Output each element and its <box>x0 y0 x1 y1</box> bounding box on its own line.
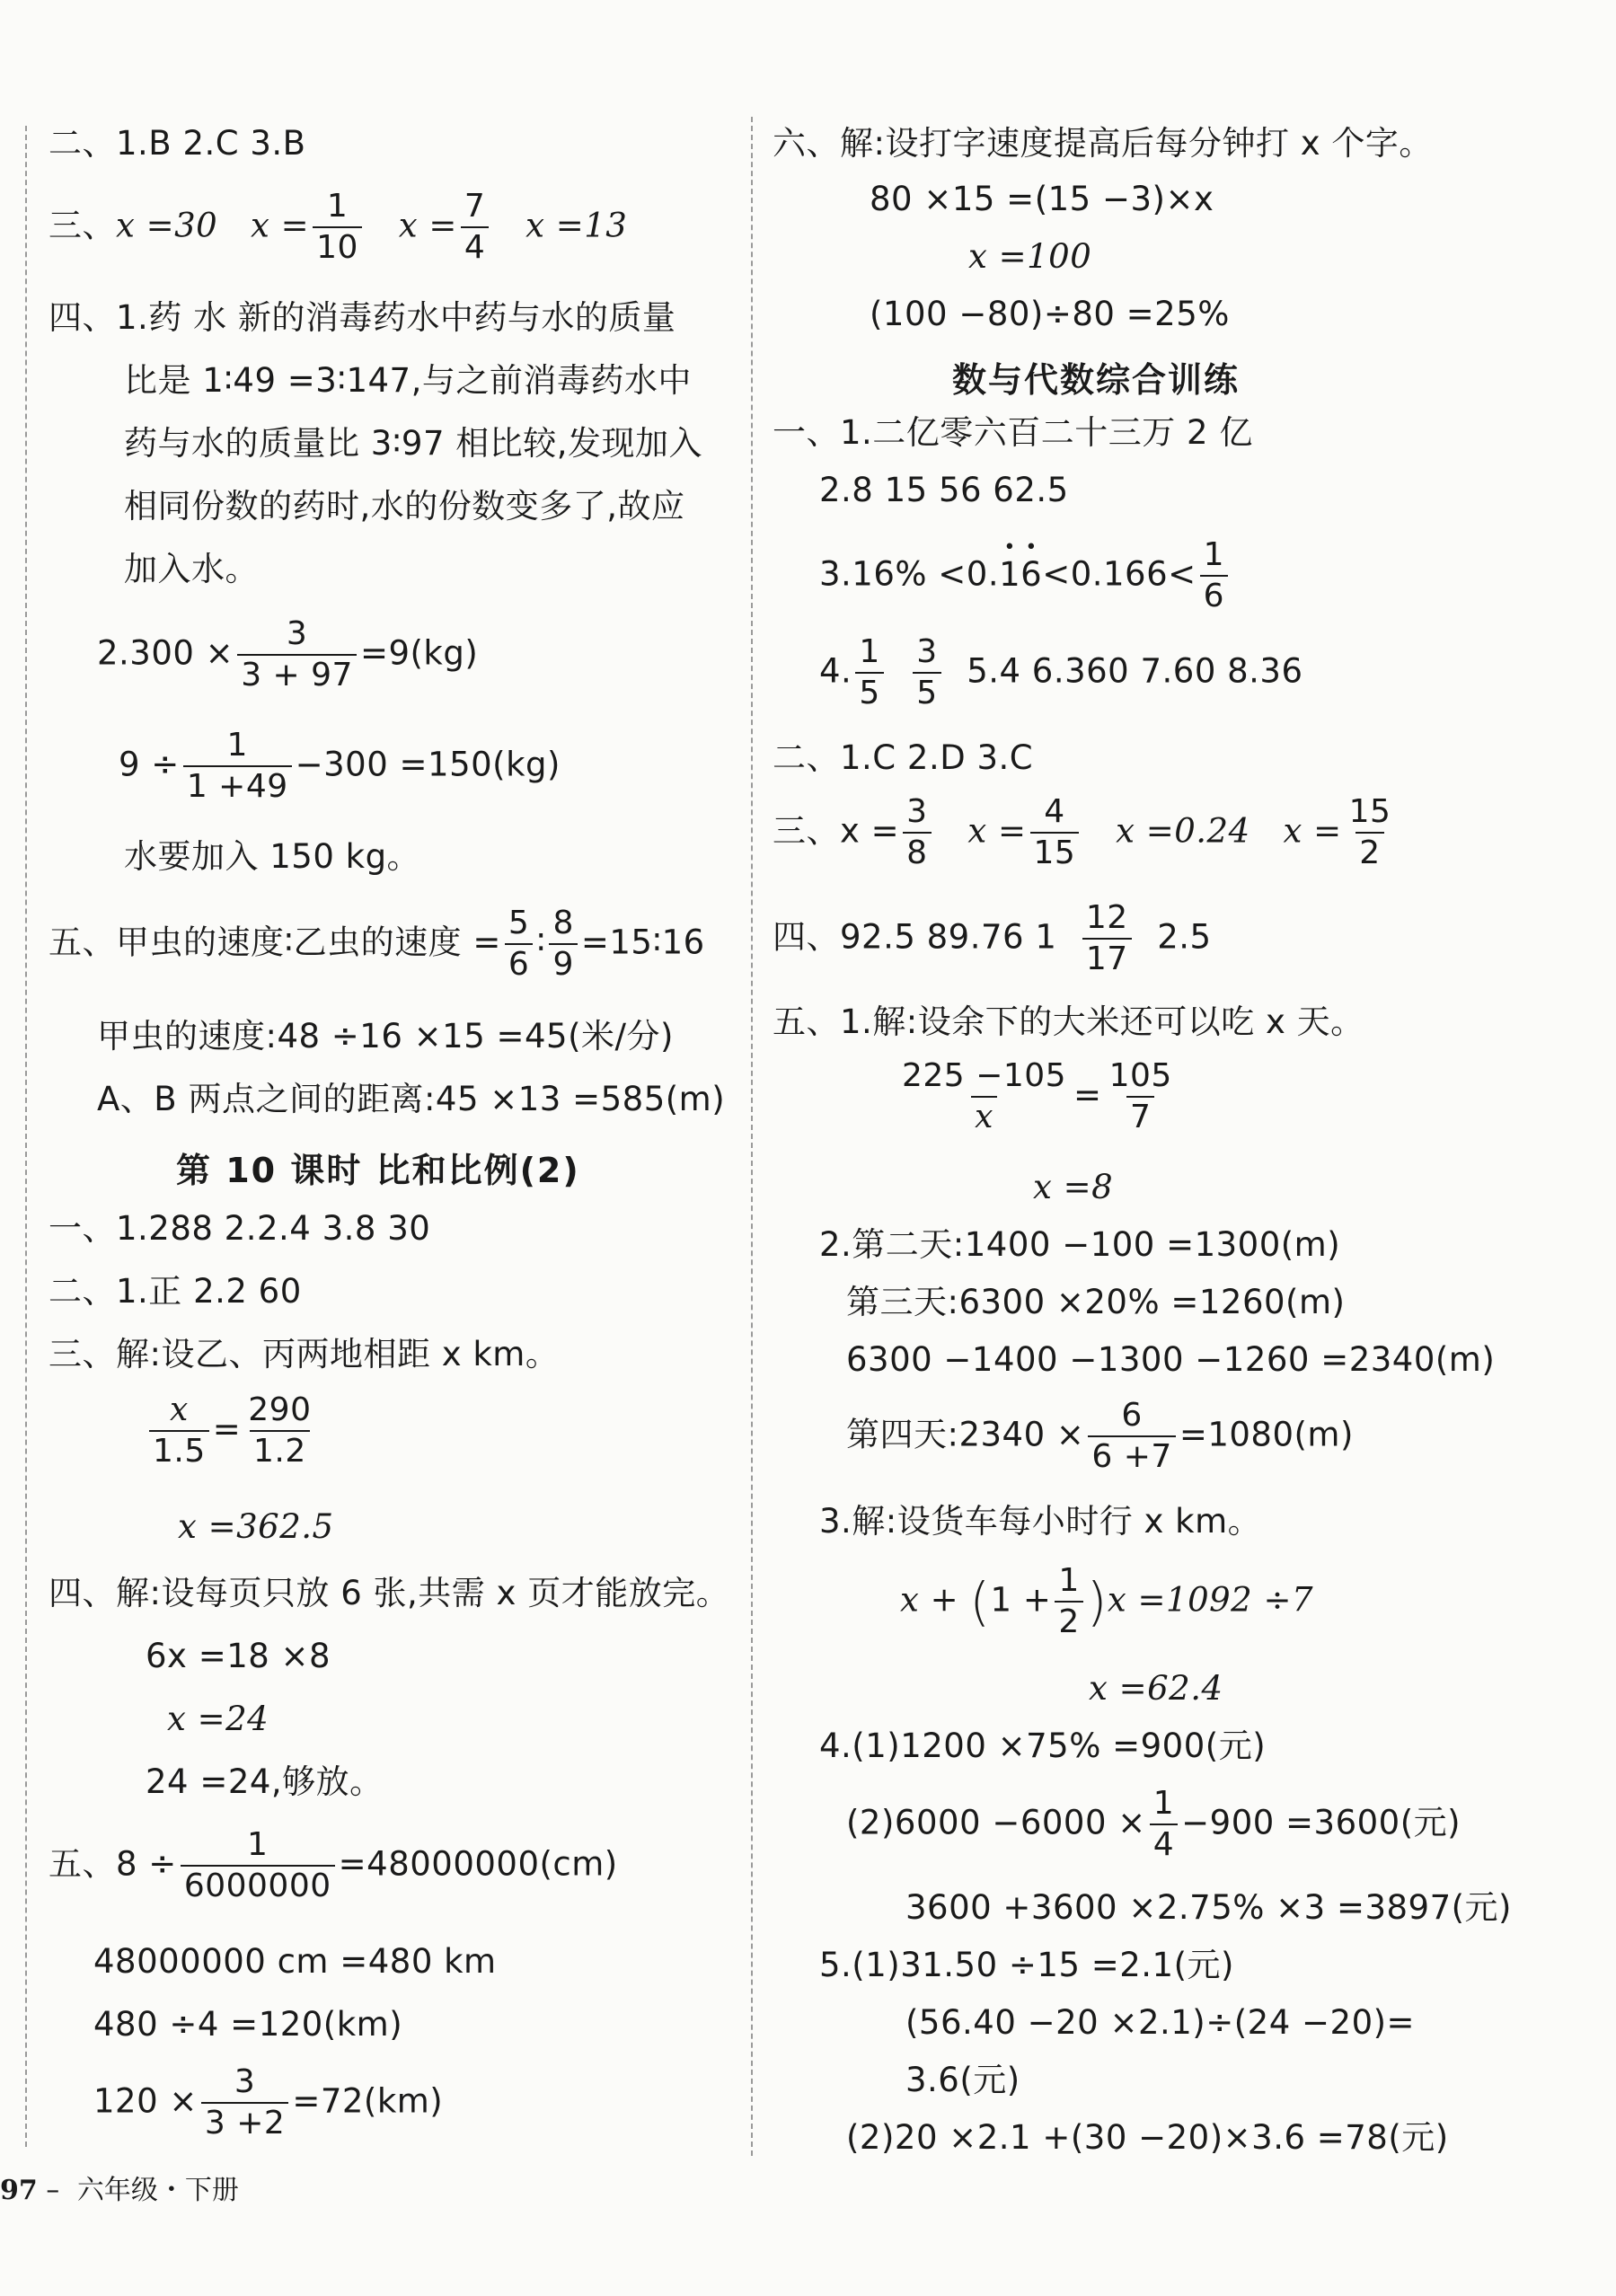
fraction: $\frac{1}{6}$ <box>1200 539 1228 613</box>
answer-line: x + (1 + $\frac{1}{2}$ )x =1092 ÷7 <box>900 1562 1314 1640</box>
fraction: $\frac{1}{10}$ <box>313 190 362 264</box>
answer-line: 甲虫的速度:48 ÷16 ×15 =45(米/分) <box>97 1017 674 1055</box>
answer-line: 480 ÷4 =120(km) <box>93 2005 403 2044</box>
answer-line: 48000000 cm =480 km <box>93 1942 497 1981</box>
answer-line: 二、1.正 2.2 60 <box>49 1272 302 1311</box>
answer-line: 第四天:2340 × $\frac{6}{6 +7}$ =1080(m) <box>846 1397 1354 1475</box>
answer-line: 水要加入 150 kg。 <box>124 837 421 876</box>
answer-line: (2)6000 −6000 × $\frac{1}{4}$ −900 =3600(元) <box>846 1785 1461 1863</box>
repeating-digit: • 1 <box>999 553 1020 596</box>
answer-line: (100 −80)÷80 =25% <box>870 295 1230 333</box>
answer-line: 五、甲虫的速度∶乙虫的速度 = $\frac{5}{6}$ ∶ $\frac{8}{9}$ =15∶16 <box>49 905 705 983</box>
answer-line: 24 =24,够放。 <box>146 1762 384 1801</box>
eq: x =13 <box>525 206 628 245</box>
answer-line: $\frac{225 -105}{x}$ = $\frac{105}{7}$ <box>895 1060 1179 1134</box>
answer-line: (56.40 −20 ×2.1)÷(24 −20)= <box>905 2003 1416 2042</box>
answer-line: 一、1.288 2.2.4 3.8 30 <box>49 1209 431 1248</box>
page-footer <box>0 2168 239 2207</box>
fraction: $\frac{1}{1 +49}$ <box>183 729 292 803</box>
answer-line: $\frac{x}{1.5}$ = $\frac{290}{1.2}$ <box>146 1394 319 1468</box>
answer-line: 4.(1)1200 ×75% =900(元) <box>819 1726 1267 1765</box>
answer-line: x =362.5 <box>178 1507 334 1546</box>
answer-line: 120 × $\frac{3}{3 +2}$ =72(km) <box>93 2063 444 2141</box>
answer-line: 三、解:设乙、丙两地相距 x km。 <box>49 1335 560 1373</box>
fraction: $\frac{8}{9}$ <box>549 907 577 981</box>
answer-line: 五、8 ÷ $\frac{1}{6000000}$ =48000000(cm) <box>49 1826 618 1904</box>
fraction: $\frac{x}{1.5}$ <box>149 1394 209 1468</box>
answer-line <box>49 190 627 264</box>
answer-line: 比是 1∶49 =3∶147,与之前消毒药水中 <box>124 361 692 400</box>
answer-line: 3.16% <0.• 1• 6<0.166< $\frac{1}{6}$ <box>819 539 1232 613</box>
answer-line: 相同份数的药时,水的份数变多了,故应 <box>124 487 685 525</box>
fraction: $\frac{290}{1.2}$ <box>248 1391 312 1470</box>
answer-line: 四、92.5 89.76 1 $\frac{12}{17}$ 2.5 <box>773 899 1212 977</box>
fraction: $\frac{3}{8}$ <box>903 796 931 870</box>
answer-line: 第三天:6300 ×20% =1260(m) <box>846 1283 1346 1321</box>
fraction: $\frac{225 -105}{x}$ <box>902 1057 1067 1135</box>
answer-line: A、B 两点之间的距离:45 ×13 =585(m) <box>97 1080 726 1118</box>
footer-dash: – <box>46 2175 60 2206</box>
answer-line: 二、1.B 2.C 3.B <box>49 124 306 163</box>
fraction: $\frac{7}{4}$ <box>461 190 489 264</box>
fraction: $\frac{3}{5}$ <box>913 636 940 710</box>
eq: x =30 <box>116 206 218 245</box>
fraction: $\frac{4}{15}$ <box>1030 796 1080 870</box>
answer-line: 3.6(元) <box>905 2061 1020 2099</box>
fraction: $\frac{1}{4}$ <box>1150 1788 1178 1861</box>
eq: x = <box>251 206 310 245</box>
answer-line: 四、1.药 水 新的消毒药水中药与水的质量 <box>49 298 676 337</box>
fraction: $\frac{3}{3 +2}$ <box>201 2066 288 2140</box>
answer-line: x =8 <box>1033 1168 1114 1206</box>
answer-line: 80 ×15 =(15 −3)×x <box>870 180 1214 218</box>
fraction: $\frac{5}{6}$ <box>505 907 533 981</box>
fraction: $\frac{1}{5}$ <box>855 636 883 710</box>
answer-line: 六、解:设打字速度提高后每分钟打 x 个字。 <box>773 124 1433 163</box>
fraction: $\frac{105}{7}$ <box>1108 1057 1172 1135</box>
answer-line: 6300 −1400 −1300 −1260 =2340(m) <box>846 1340 1496 1379</box>
page-number: 97 <box>0 2175 38 2206</box>
answer-line: 五、1.解:设余下的大米还可以吃 x 天。 <box>773 1002 1364 1041</box>
answer-line: 2.第二天:1400 −100 =1300(m) <box>819 1225 1341 1264</box>
answer-line: x =24 <box>167 1700 269 1738</box>
answer-line: x =100 <box>968 237 1092 276</box>
answer-line: 6x =18 ×8 <box>146 1637 331 1675</box>
answer-line: 2.300 × $\frac{3}{3 + 97}$ =9(kg) <box>97 615 479 693</box>
fraction: $\frac{1}{2}$ <box>1055 1565 1082 1638</box>
answer-line: 二、1.C 2.D 3.C <box>773 738 1034 777</box>
answer-line: 5.(1)31.50 ÷15 =2.1(元) <box>819 1946 1234 1984</box>
fraction: $\frac{15}{2}$ <box>1348 793 1391 871</box>
fraction: $\frac{6}{6 +7}$ <box>1088 1400 1175 1473</box>
label: 三、 <box>49 206 116 245</box>
answer-line: 3600 +3600 ×2.75% ×3 =3897(元) <box>905 1888 1512 1927</box>
answer-line: 3.解:设货车每小时行 x km。 <box>819 1502 1262 1541</box>
answer-line: 四、解:设每页只放 6 张,共需 x 页才能放完。 <box>49 1574 730 1612</box>
grade-label: 六年级・下册 <box>76 2175 239 2206</box>
answer-line: (2)20 ×2.1 +(30 −20)×3.6 =78(元) <box>846 2118 1449 2157</box>
answer-line: x =62.4 <box>1089 1669 1223 1708</box>
left-margin-divider <box>25 126 27 2147</box>
answer-line: 9 ÷ $\frac{1}{1 +49}$ −300 =150(kg) <box>119 727 561 805</box>
repeating-digit: • 6 <box>1020 553 1042 596</box>
section-title: 数与代数综合训练 <box>952 360 1241 400</box>
fraction: $\frac{1}{6000000}$ <box>181 1829 335 1903</box>
section-title: 第 10 课时 比和比例(2) <box>176 1151 580 1190</box>
answer-line: 加入水。 <box>124 550 259 588</box>
answer-line: 一、1.二亿零六百二十三万 2 亿 <box>773 413 1253 452</box>
answer-line: 三、x = $\frac{3}{8}$ x = $\frac{4}{15}$ x =0.24 x = $\frac{15}{2}$ <box>773 796 1398 870</box>
eq: x = <box>398 206 457 245</box>
fraction: $\frac{3}{3 + 97}$ <box>237 618 357 692</box>
column-divider <box>751 117 753 2156</box>
answer-line: 2.8 15 56 62.5 <box>819 471 1069 509</box>
fraction: $\frac{12}{17}$ <box>1082 902 1132 976</box>
answer-line: 4. $\frac{1}{5}$ $\frac{3}{5}$ 5.4 6.360 7.60 8.36 <box>819 633 1303 711</box>
answer-line: 药与水的质量比 3∶97 相比较,发现加入 <box>124 424 703 463</box>
